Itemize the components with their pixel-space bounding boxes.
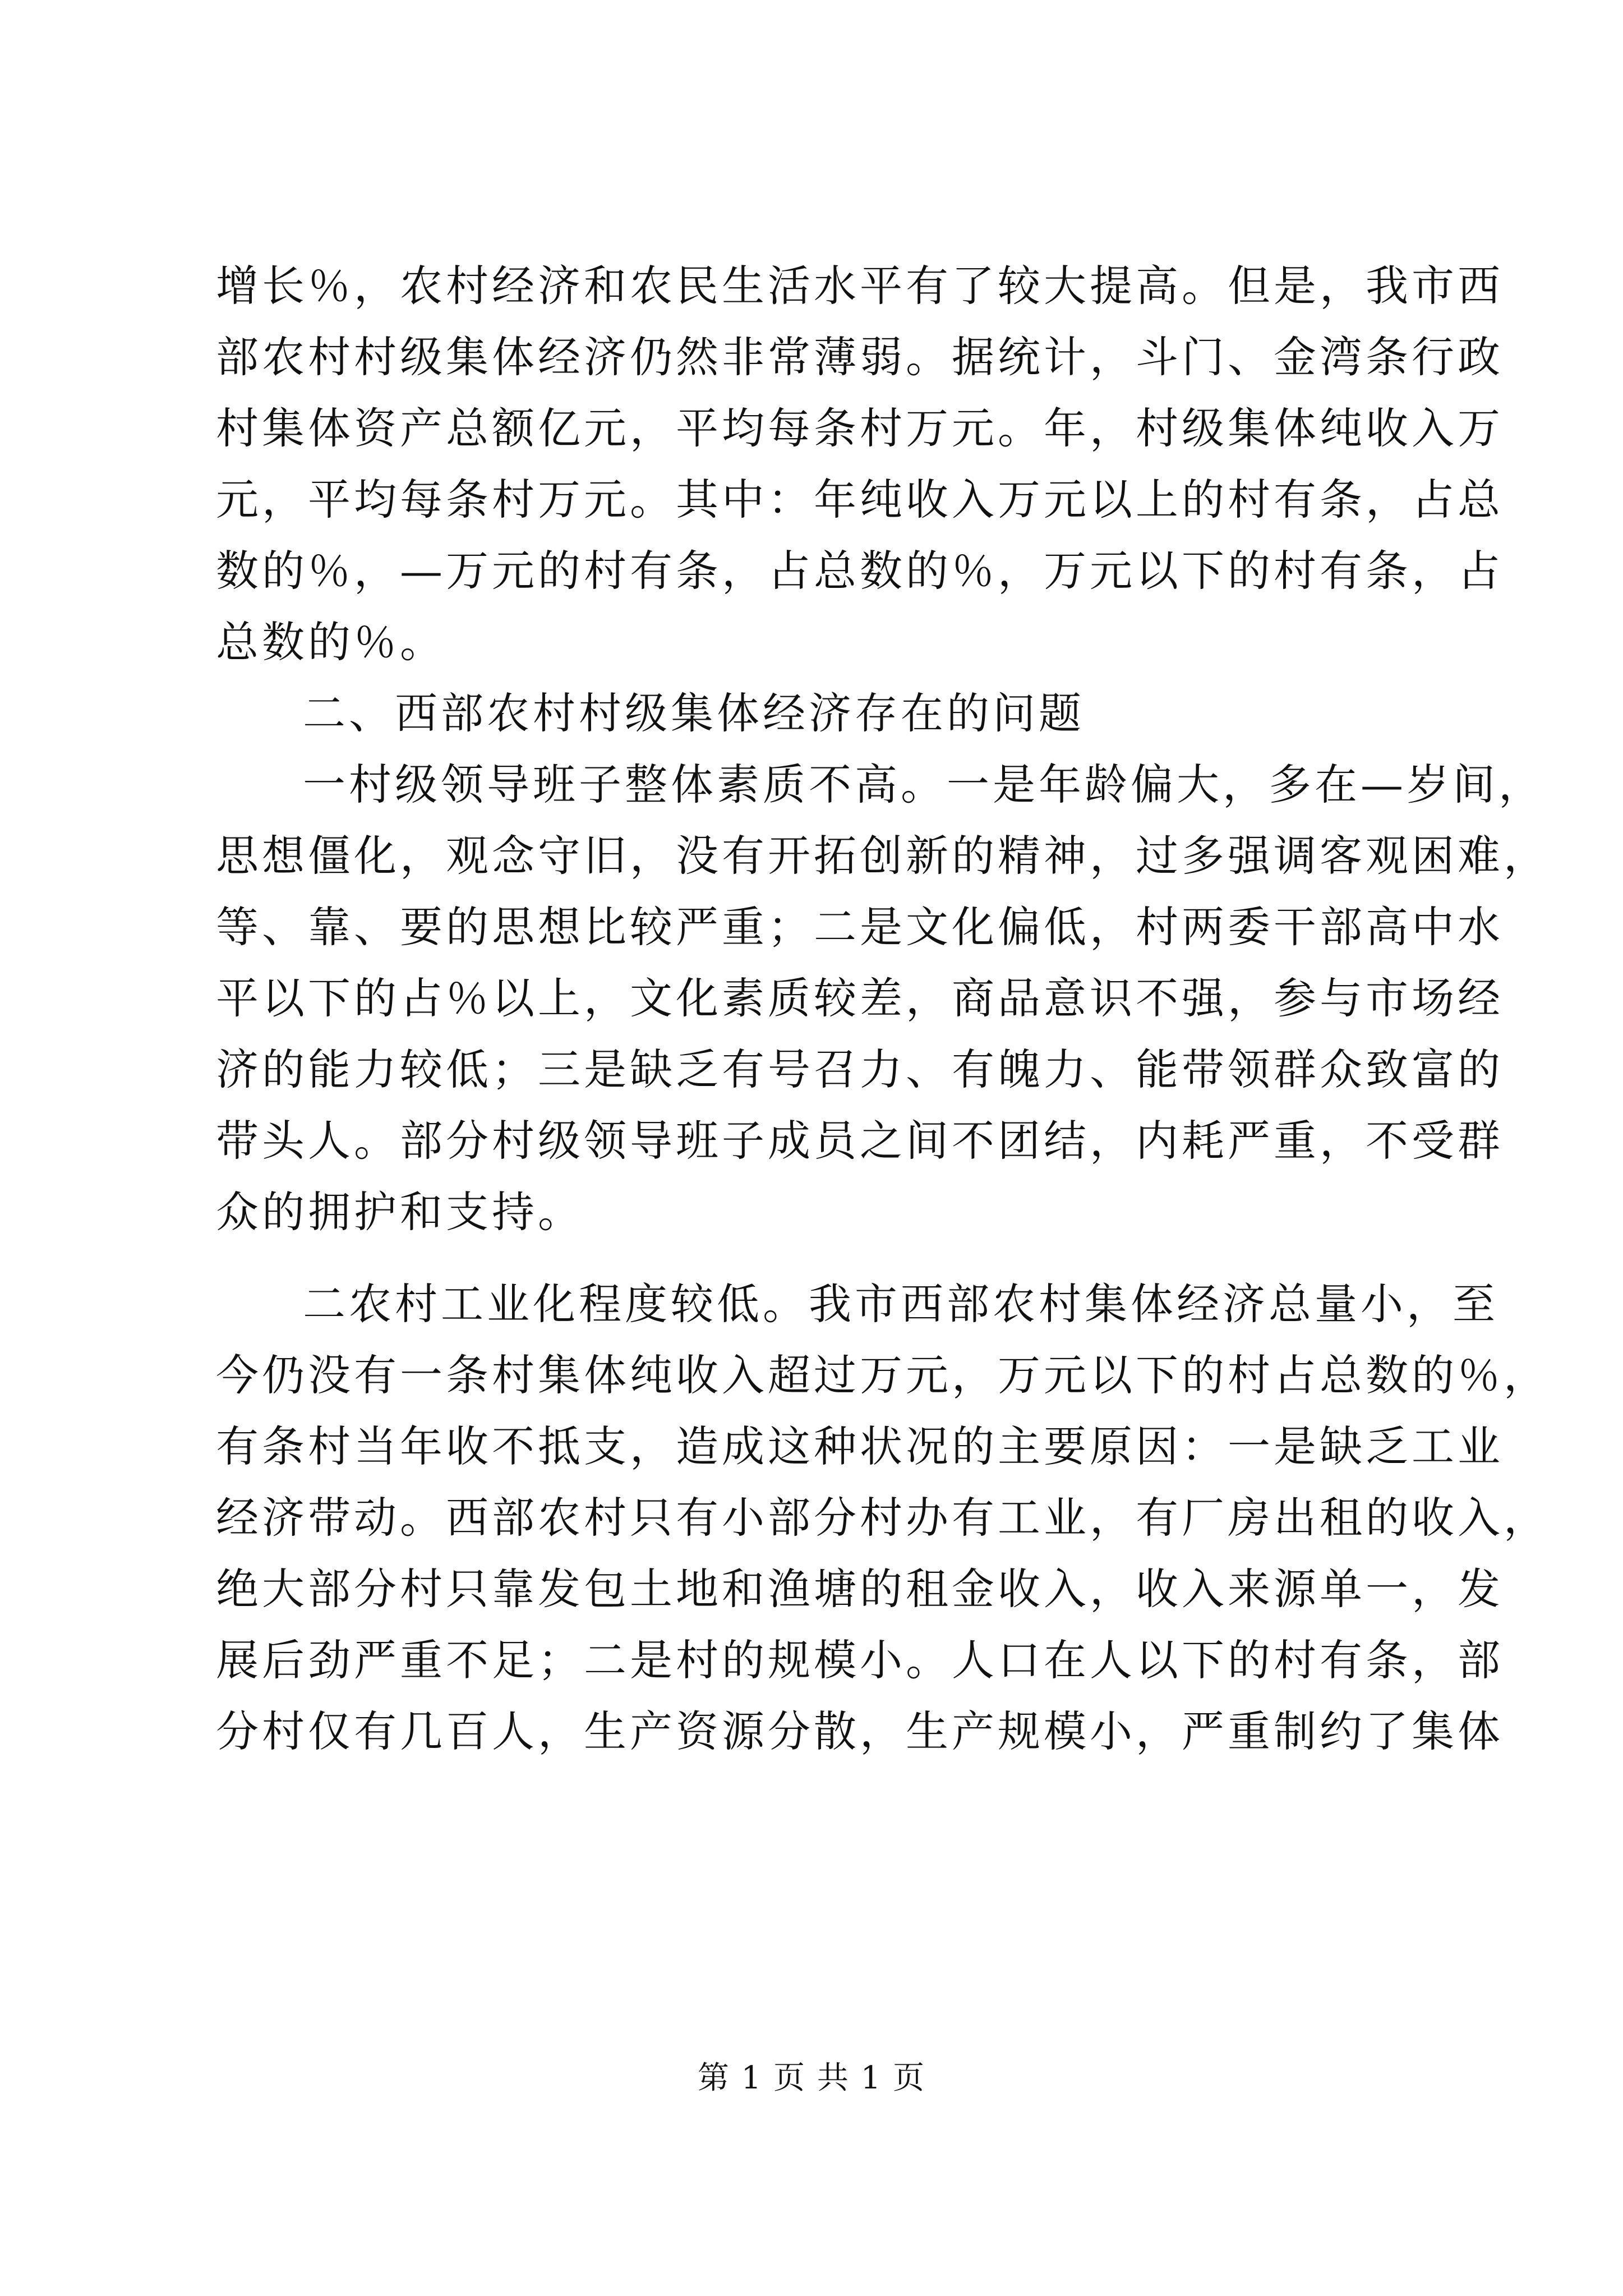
- text-line: 增长％，农村经济和农民生活水平有了较大提高。但是，我市西: [216, 261, 1504, 311]
- text-line: 思想僵化，观念守旧，没有开拓创新的精神，过多强调客观困难，: [216, 831, 1550, 881]
- paragraph-start: 一村级领导班子整体素质不高。一是年龄偏大，多在—岁间，: [303, 760, 1544, 809]
- text-line: 绝大部分村只靠发包土地和渔塘的租金收入，收入来源单一，发: [216, 1564, 1504, 1614]
- text-line: 元，平均每条村万元。其中：年纯收入万元以上的村有条，占总: [216, 475, 1504, 524]
- paragraph-start: 二农村工业化程度较低。我市西部农村集体经济总量小，至: [303, 1279, 1498, 1329]
- text-line: 平以下的占％以上，文化素质较差，商品意识不强，参与市场经: [216, 973, 1504, 1023]
- text-line: 众的拥护和支持。: [216, 1187, 584, 1237]
- text-line: 展后劲严重不足；二是村的规模小。人口在人以下的村有条，部: [216, 1635, 1504, 1685]
- section-heading: 二、西部农村村级集体经济存在的问题: [303, 688, 1085, 738]
- text-line: 经济带动。西部农村只有小部分村办有工业，有厂房出租的收入，: [216, 1493, 1550, 1543]
- text-line: 部农村村级集体经济仍然非常薄弱。据统计，斗门、金湾条行政: [216, 332, 1504, 382]
- text-line: 带头人。部分村级领导班子成员之间不团结，内耗严重，不受群: [216, 1116, 1504, 1166]
- text-line: 分村仅有几百人，生产资源分散，生产规模小，严重制约了集体: [216, 1706, 1504, 1756]
- text-line: 等、靠、要的思想比较严重；二是文化偏低，村两委干部高中水: [216, 902, 1504, 952]
- text-line: 济的能力较低；三是缺乏有号召力、有魄力、能带领群众致富的: [216, 1045, 1504, 1094]
- text-line: 有条村当年收不抵支，造成这种状况的主要原因：一是缺乏工业: [216, 1421, 1504, 1471]
- text-line: 数的％，—万元的村有条，占总数的％，万元以下的村有条，占: [216, 546, 1504, 596]
- text-line: 村集体资产总额亿元，平均每条村万元。年，村级集体纯收入万: [216, 403, 1504, 453]
- text-line: 总数的％。: [216, 617, 446, 667]
- text-line: 今仍没有一条村集体纯收入超过万元，万元以下的村占总数的％，: [216, 1350, 1550, 1400]
- page-number-label: 第 1 页 共 1 页: [697, 2060, 926, 2096]
- page-footer: [0, 2056, 1623, 2101]
